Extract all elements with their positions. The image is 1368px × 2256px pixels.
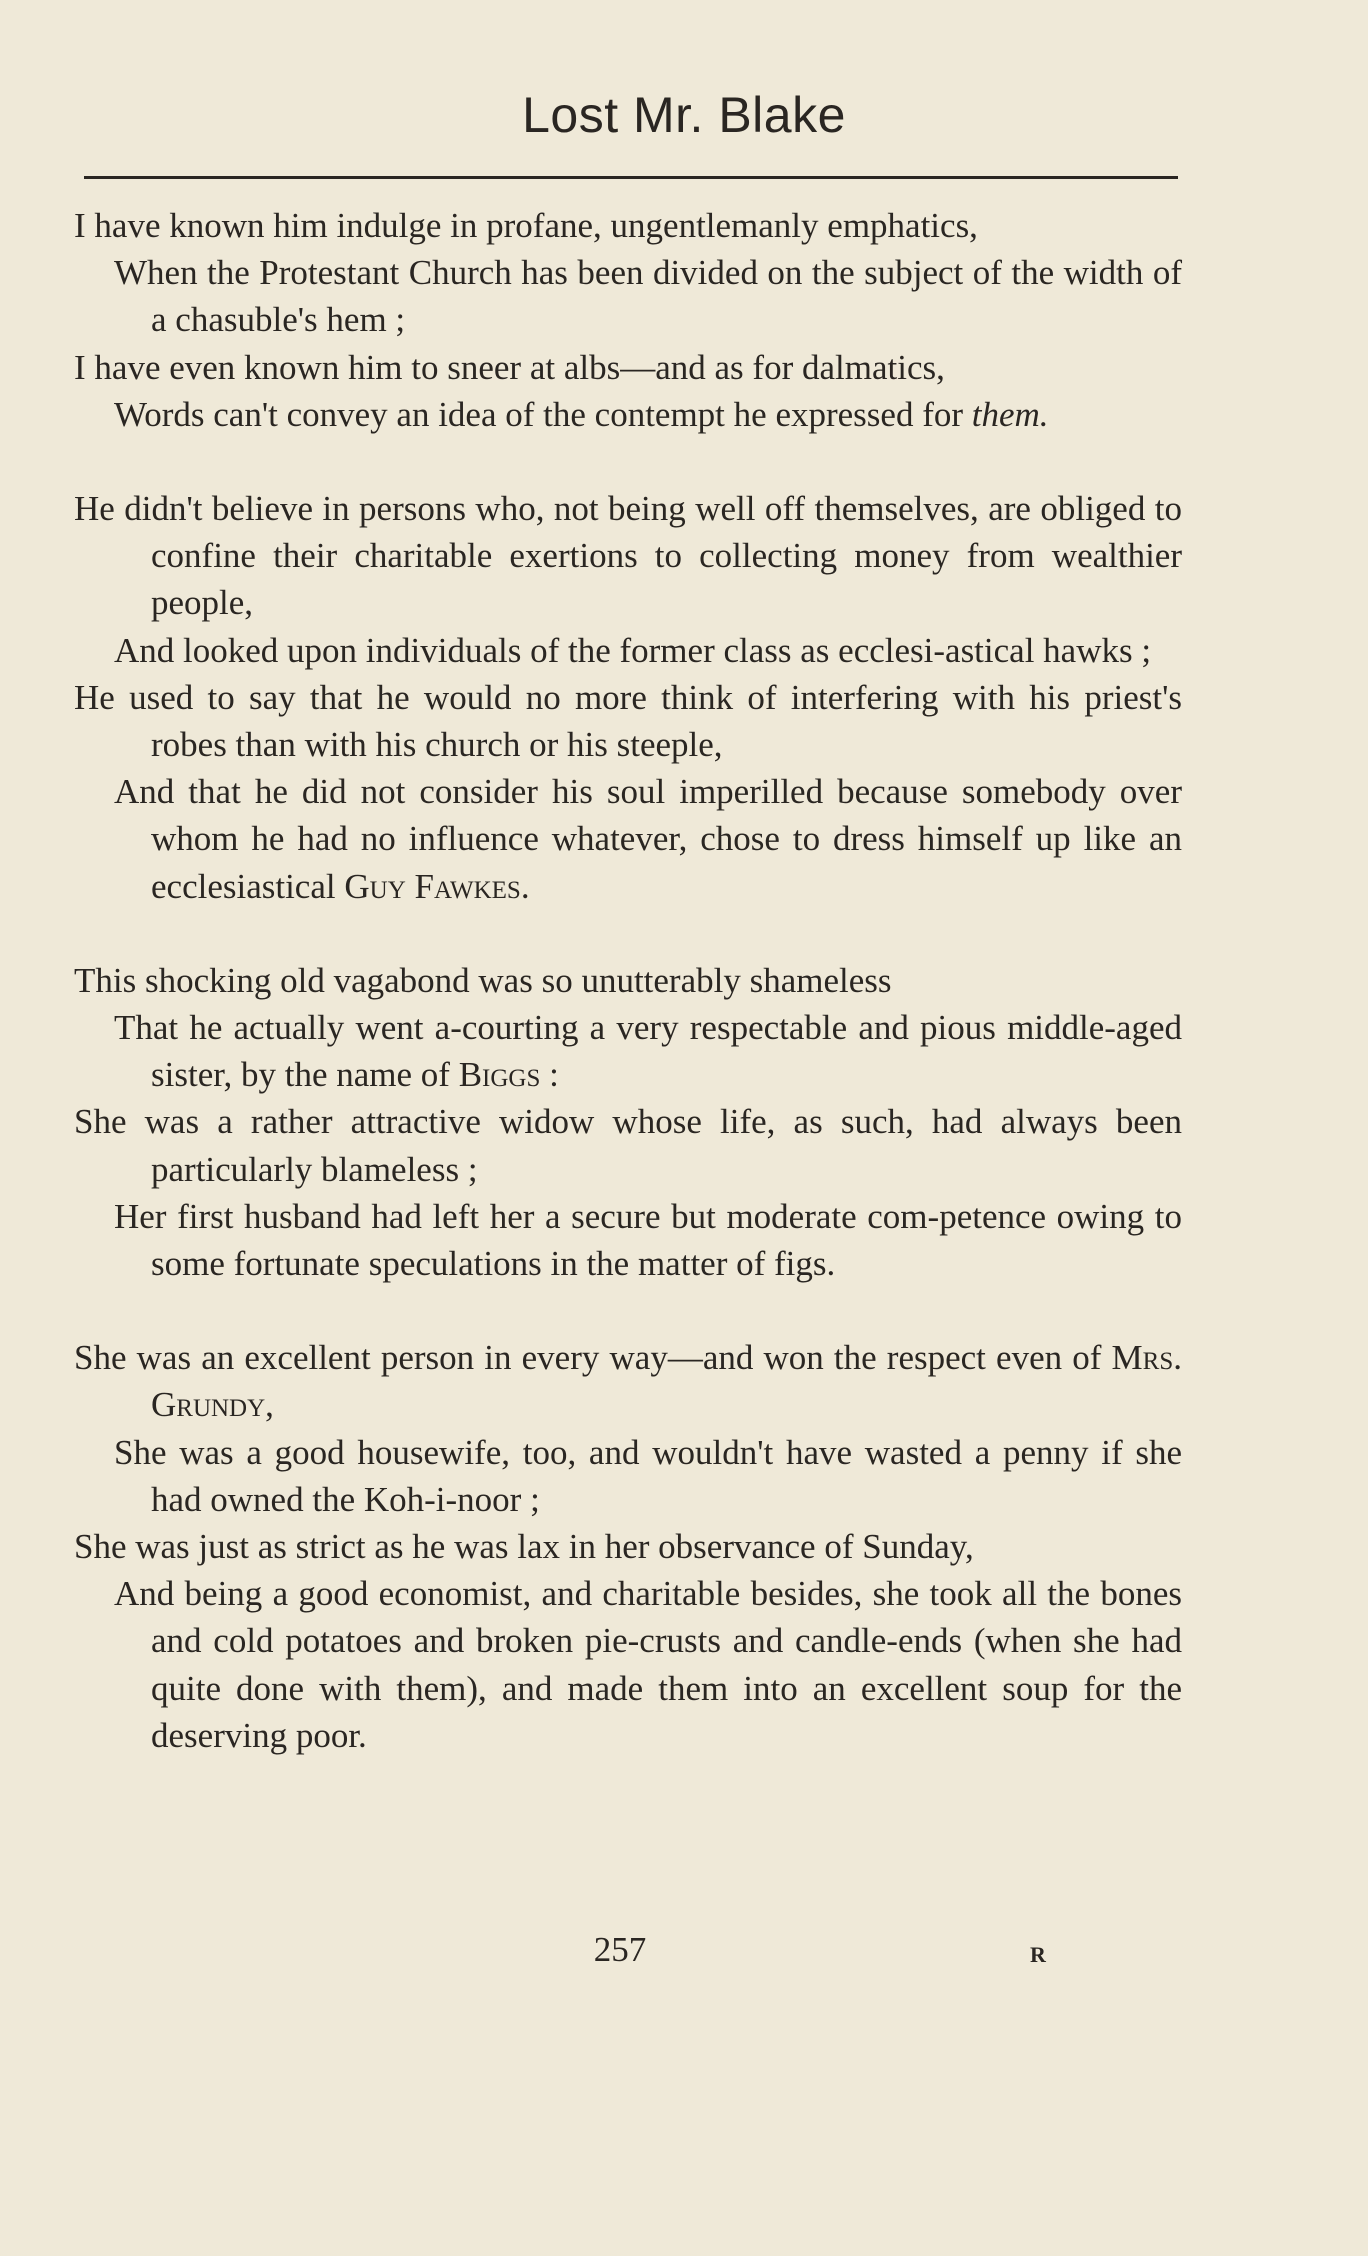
verse-smallcaps: Mrs. Grundy <box>151 1338 1182 1425</box>
verse-line <box>74 627 1182 674</box>
poem-body <box>74 202 1182 1806</box>
verse-text: She was a good housewife, too, and wouldn't have wasted a penny if she had owned the Koh-i-noor ; <box>114 1432 1182 1519</box>
verse-line <box>74 1193 1182 1287</box>
verse-text: She was a rather attractive widow whose life, as such, had always been particularly blameless ; <box>74 1102 1182 1189</box>
verse-line <box>74 1098 1182 1192</box>
verse-text: And looked upon individuals of the former class as ecclesi-astical hawks ; <box>114 630 1152 670</box>
verse-text: And being a good economist, and charitable besides, she took all the bones and cold potatoes and broken pie-crusts and candle-ends (when she had quite done with them), and made them into an excellent soup for the deserving poor. <box>114 1574 1182 1755</box>
verse-text: He didn't believe in persons who, not being well off themselves, are obliged to confine their charitable exertions to collecting money from wealthier people, <box>74 489 1182 623</box>
verse-text: Words can't convey an idea of the contempt he expressed for <box>114 394 972 434</box>
verse-line <box>74 1334 1182 1428</box>
running-title: Lost Mr. Blake <box>522 87 846 143</box>
verse-text: I have even known him to sneer at albs—and as for dalmatics, <box>74 347 945 387</box>
stanza <box>74 202 1182 438</box>
stanza <box>74 957 1182 1287</box>
page-footer <box>0 1926 1368 1976</box>
page-number: 257 <box>593 1930 647 1969</box>
verse-line <box>74 674 1182 768</box>
verse-text: That he actually went a-courting a very respectable and pious middle-aged sister, by the name of <box>114 1008 1182 1095</box>
verse-smallcaps: Guy Fawkes. <box>344 866 530 906</box>
verse-line <box>74 485 1182 627</box>
verse-line <box>74 1429 1182 1523</box>
verse-text: Her first husband had left her a secure but moderate com-petence owing to some fortunate speculations in the matter of figs. <box>114 1196 1182 1284</box>
header-rule <box>84 176 1178 179</box>
verse-line <box>74 344 1182 391</box>
verse-line <box>74 957 1182 1004</box>
verse-line <box>74 249 1182 343</box>
verse-text: When the Protestant Church has been divided on the subject of the width of a chasuble's hem ; <box>114 253 1182 340</box>
verse-text: I have known him indulge in profane, ungentlemanly emphatics, <box>74 206 978 245</box>
verse-line <box>74 1523 1182 1570</box>
stanza <box>74 485 1182 910</box>
verse-text: He used to say that he would no more think of interfering with his priest's robes than with his church or his steeple, <box>74 677 1182 765</box>
verse-line <box>74 391 1182 438</box>
verse-line <box>74 768 1182 910</box>
verse-line <box>74 1570 1182 1759</box>
verse-line <box>74 1004 1182 1098</box>
verse-italic: them. <box>971 394 1049 434</box>
verse-line <box>74 202 1182 249</box>
signature-mark: R <box>1030 1942 1046 1967</box>
verse-text: And that he did not consider his soul imperilled because somebody over whom he had no influence whatever, chose to dress himself up like an ecclesiastical <box>114 772 1182 906</box>
verse-punctuation: , <box>265 1385 274 1425</box>
verse-smallcaps: Biggs <box>458 1055 541 1095</box>
verse-text: This shocking old vagabond was so unutterably shameless <box>74 960 892 1000</box>
stanza <box>74 1334 1182 1759</box>
verse-punctuation: : <box>540 1055 559 1095</box>
verse-text: She was just as strict as he was lax in her observance of Sunday, <box>74 1527 974 1567</box>
verse-text: She was an excellent person in every way—and won the respect even of <box>74 1338 1112 1378</box>
